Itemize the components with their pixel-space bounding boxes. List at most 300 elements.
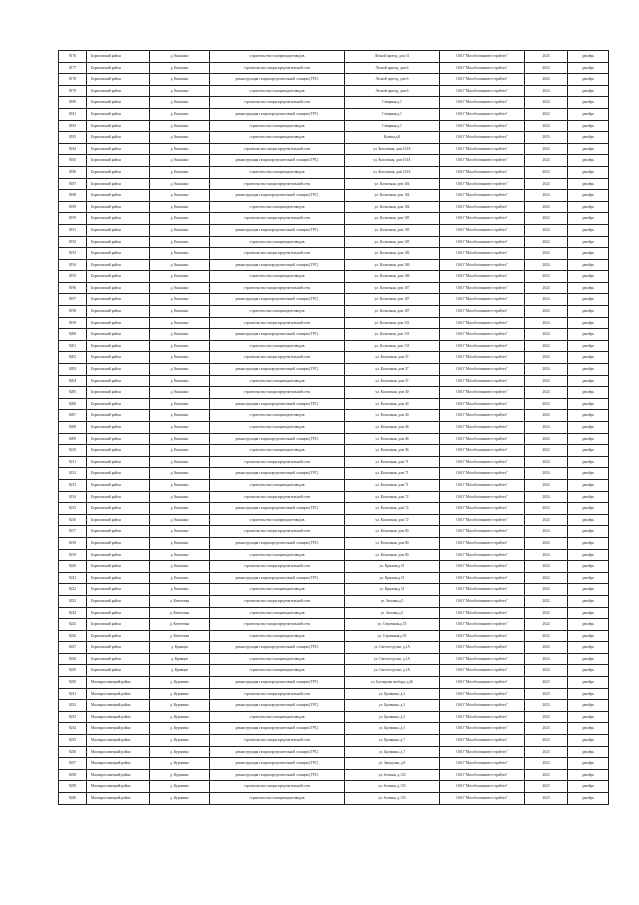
district-cell: Борисовский район	[87, 74, 150, 86]
village-cell: д. Кошкино	[150, 503, 210, 515]
district-cell: Борисовский район	[87, 294, 150, 306]
work-type-cell: реконструкция газораспределительной станции (ГРС)	[210, 746, 345, 758]
work-type-cell: строительство газопроводов-вводов	[210, 340, 345, 352]
address-cell: ул. Красная,д.51	[345, 584, 440, 596]
work-type-cell: строительство газораспределительной сети	[210, 97, 345, 109]
year-cell: 2024	[525, 561, 568, 573]
table-row	[59, 630, 609, 642]
organization-cell: ОАО "Мособлгазинвестстройтех"	[440, 758, 525, 770]
address-cell: ул. Колхозная, дом 107	[345, 294, 440, 306]
work-type-cell: строительство газораспределительной сети	[210, 213, 345, 225]
row-number: 8191	[59, 224, 87, 236]
work-type-cell: строительство газопроводов-вводов	[210, 665, 345, 677]
district-cell: Борисовский район	[87, 340, 150, 352]
row-number: 8201	[59, 340, 87, 352]
row-number: 8217	[59, 526, 87, 538]
table-row	[59, 120, 609, 132]
work-type-cell: реконструкция газораспределительной станции (ГРС)	[210, 329, 345, 341]
row-number: 8228	[59, 653, 87, 665]
row-number: 8218	[59, 537, 87, 549]
organization-cell: ОАО "Мособлгазинвестстройтех"	[440, 166, 525, 178]
village-cell: д. Кошкино	[150, 364, 210, 376]
work-type-cell: реконструкция газораспределительной станции (ГРС)	[210, 108, 345, 120]
organization-cell: ОАО "Мособлгазинвестстройтех"	[440, 688, 525, 700]
organization-cell: ОАО "Мособлгазинвестстройтех"	[440, 711, 525, 723]
row-number: 8182	[59, 120, 87, 132]
month-cell: декабрь	[568, 224, 609, 236]
row-number: 8198	[59, 306, 87, 318]
year-cell: 2024	[525, 155, 568, 167]
year-cell: 2022	[525, 630, 568, 642]
district-cell: Борисовский район	[87, 282, 150, 294]
organization-cell: ОАО "Мособлгазинвестстройтех"	[440, 398, 525, 410]
address-cell: ул. Колхозная, дом 104	[345, 190, 440, 202]
organization-cell: ОАО "Мособлгазинвестстройтех"	[440, 120, 525, 132]
month-cell: декабрь	[568, 120, 609, 132]
organization-cell: ОАО "Мособлгазинвестстройтех"	[440, 781, 525, 793]
row-number: 8184	[59, 143, 87, 155]
address-cell: ул. Бровкина, д.3	[345, 711, 440, 723]
work-type-cell: строительство газораспределительной сети	[210, 561, 345, 573]
row-number: 8226	[59, 630, 87, 642]
month-cell: декабрь	[568, 642, 609, 654]
year-cell: 2024	[525, 329, 568, 341]
district-cell: Борисовский район	[87, 352, 150, 364]
work-type-cell: строительство газопроводов-вводов	[210, 514, 345, 526]
row-number: 8181	[59, 108, 87, 120]
month-cell: декабрь	[568, 97, 609, 109]
year-cell: 2024	[525, 294, 568, 306]
work-type-cell: строительство газораспределительной сети	[210, 178, 345, 190]
organization-cell: ОАО "Мособлгазинвестстройтех"	[440, 456, 525, 468]
work-type-cell: строительство газопроводов-вводов	[210, 51, 345, 63]
work-type-cell: реконструкция газораспределительной станции (ГРС)	[210, 769, 345, 781]
village-cell: д. Кошкино	[150, 62, 210, 74]
month-cell: декабрь	[568, 630, 609, 642]
organization-cell: ОАО "Мособлгазинвестстройтех"	[440, 503, 525, 515]
village-cell: д. Кошкино	[150, 248, 210, 260]
row-number: 8234	[59, 723, 87, 735]
district-cell: Борисовский район	[87, 306, 150, 318]
village-cell: д. Куровино	[150, 735, 210, 747]
village-cell: д. Кошкино	[150, 479, 210, 491]
year-cell: 2024	[525, 201, 568, 213]
address-cell: ул. Колхозная, дом 72	[345, 491, 440, 503]
address-cell: ул. Зеленая,д.5	[345, 607, 440, 619]
table-row	[59, 642, 609, 654]
district-cell: Борисовский район	[87, 537, 150, 549]
row-number: 8210	[59, 445, 87, 457]
district-cell: Борисовский район	[87, 97, 150, 109]
row-number: 8183	[59, 132, 87, 144]
row-number: 8238	[59, 769, 87, 781]
organization-cell: ОАО "Мособлгазинвестстройтех"	[440, 236, 525, 248]
year-cell: 2024	[525, 190, 568, 202]
address-cell: Лесной проезд, дом 6	[345, 74, 440, 86]
year-cell: 2024	[525, 526, 568, 538]
address-cell: Северная,д.1	[345, 120, 440, 132]
village-cell: д. Кошкино	[150, 190, 210, 202]
organization-cell: ОАО "Мособлгазинвестстройтех"	[440, 433, 525, 445]
district-cell: Борисовский район	[87, 630, 150, 642]
month-cell: декабрь	[568, 746, 609, 758]
organization-cell: ОАО "Мособлгазинвестстройтех"	[440, 364, 525, 376]
year-cell: 2024	[525, 445, 568, 457]
district-cell: Борисовский район	[87, 317, 150, 329]
district-cell: Борисовский район	[87, 410, 150, 422]
month-cell: декабрь	[568, 132, 609, 144]
table-row	[59, 503, 609, 515]
village-cell: д. Кривцов	[150, 653, 210, 665]
organization-cell: ОАО "Мособлгазинвестстройтех"	[440, 51, 525, 63]
table-row	[59, 793, 609, 805]
work-type-cell: строительство газораспределительной сети	[210, 62, 345, 74]
village-cell: д. Куровино	[150, 723, 210, 735]
district-cell: Борисовский район	[87, 120, 150, 132]
address-cell: Северная,д.1	[345, 108, 440, 120]
organization-cell: ОАО "Мособлгазинвестстройтех"	[440, 352, 525, 364]
row-number: 8179	[59, 85, 87, 97]
year-cell: 2024	[525, 642, 568, 654]
organization-cell: ОАО "Мособлгазинвестстройтех"	[440, 97, 525, 109]
table-row	[59, 155, 609, 167]
month-cell: декабрь	[568, 677, 609, 689]
address-cell: ул. Колхозная, дом 80	[345, 549, 440, 561]
month-cell: декабрь	[568, 201, 609, 213]
table-row	[59, 398, 609, 410]
month-cell: декабрь	[568, 549, 609, 561]
organization-cell: ОАО "Мособлгазинвестстройтех"	[440, 190, 525, 202]
row-number: 8209	[59, 433, 87, 445]
table-row	[59, 700, 609, 712]
work-type-cell: строительство газопроводов-вводов	[210, 711, 345, 723]
work-type-cell: строительство газораспределительной сети	[210, 619, 345, 631]
year-cell: 2024	[525, 248, 568, 260]
village-cell: д. Кошкино	[150, 108, 210, 120]
month-cell: декабрь	[568, 769, 609, 781]
district-cell: Малоярославецкий район	[87, 758, 150, 770]
address-cell: ул. Серпенная,д.55	[345, 630, 440, 642]
work-type-cell: строительство газопроводов-вводов	[210, 236, 345, 248]
work-type-cell: строительство газопроводов-вводов	[210, 410, 345, 422]
year-cell: 2023	[525, 746, 568, 758]
row-number: 8187	[59, 178, 87, 190]
address-cell: Лесной проезд, дом 6	[345, 85, 440, 97]
table-row	[59, 294, 609, 306]
work-type-cell: строительство газопроводов-вводов	[210, 793, 345, 805]
year-cell: 2024	[525, 503, 568, 515]
village-cell: д. Куровино	[150, 746, 210, 758]
village-cell: д. Кошкино	[150, 143, 210, 155]
table-row	[59, 456, 609, 468]
table-row	[59, 271, 609, 283]
village-cell: д. Кочетовка	[150, 607, 210, 619]
work-type-cell: реконструкция газораспределительной станции (ГРС)	[210, 642, 345, 654]
address-cell: ул. Красная,д.51	[345, 561, 440, 573]
table-row	[59, 317, 609, 329]
month-cell: декабрь	[568, 653, 609, 665]
year-cell: 2024	[525, 549, 568, 561]
table-row	[59, 537, 609, 549]
organization-cell: ОАО "Мособлгазинвестстройтех"	[440, 642, 525, 654]
address-cell: Северная,д.1	[345, 97, 440, 109]
table-row	[59, 735, 609, 747]
organization-cell: ОАО "Мособлгазинвестстройтех"	[440, 306, 525, 318]
district-cell: Борисовский район	[87, 190, 150, 202]
table-row	[59, 595, 609, 607]
row-number: 8212	[59, 468, 87, 480]
table-row	[59, 653, 609, 665]
address-cell: ул. Колхозная, дом 104	[345, 178, 440, 190]
village-cell: д. Куровино	[150, 781, 210, 793]
district-cell: Борисовский район	[87, 584, 150, 596]
work-type-cell: строительство газораспределительной сети	[210, 317, 345, 329]
village-cell: д. Кривцов	[150, 642, 210, 654]
work-type-cell: реконструкция газораспределительной станции (ГРС)	[210, 537, 345, 549]
organization-cell: ОАО "Мособлгазинвестстройтех"	[440, 723, 525, 735]
year-cell: 2024	[525, 259, 568, 271]
year-cell: 2023	[525, 758, 568, 770]
district-cell: Борисовский район	[87, 213, 150, 225]
organization-cell: ОАО "Мособлгазинвестстройтех"	[440, 561, 525, 573]
organization-cell: ОАО "Мособлгазинвестстройтех"	[440, 468, 525, 480]
organization-cell: ОАО "Мособлгазинвестстройтех"	[440, 340, 525, 352]
year-cell: 2024	[525, 224, 568, 236]
row-number: 8211	[59, 456, 87, 468]
work-type-cell: реконструкция газораспределительной станции (ГРС)	[210, 700, 345, 712]
month-cell: декабрь	[568, 781, 609, 793]
year-cell: 2024	[525, 317, 568, 329]
table-row	[59, 236, 609, 248]
organization-cell: ОАО "Мособлгазинвестстройтех"	[440, 665, 525, 677]
work-type-cell: строительство газораспределительной сети	[210, 248, 345, 260]
table-row	[59, 665, 609, 677]
work-type-cell: строительство газопроводов-вводов	[210, 306, 345, 318]
address-cell: ул. Светлое ручье, д.1А	[345, 653, 440, 665]
address-cell: ул. Колхозная, дом 131	[345, 340, 440, 352]
organization-cell: ОАО "Мособлгазинвестстройтех"	[440, 282, 525, 294]
year-cell: 2024	[525, 422, 568, 434]
table-row	[59, 526, 609, 538]
village-cell: д. Кошкино	[150, 306, 210, 318]
organization-cell: ОАО "Мособлгазинвестстройтех"	[440, 793, 525, 805]
address-cell: ул. Колхозная, дом 107	[345, 306, 440, 318]
work-type-cell: строительство газораспределительной сети	[210, 491, 345, 503]
table-row	[59, 688, 609, 700]
table-row	[59, 224, 609, 236]
organization-cell: ОАО "Мособлгазинвестстройтех"	[440, 155, 525, 167]
row-number: 8219	[59, 549, 87, 561]
address-cell: ул. Колхозная, дом 105	[345, 224, 440, 236]
district-cell: Борисовский район	[87, 51, 150, 63]
year-cell: 2024	[525, 166, 568, 178]
district-cell: Борисовский район	[87, 155, 150, 167]
work-type-cell: строительство газораспределительной сети	[210, 595, 345, 607]
address-cell: ул. Красная,д.51	[345, 572, 440, 584]
table-row	[59, 445, 609, 457]
month-cell: декабрь	[568, 445, 609, 457]
village-cell: д. Куровино	[150, 769, 210, 781]
organization-cell: ОАО "Мособлгазинвестстройтех"	[440, 700, 525, 712]
village-cell: д. Кошкино	[150, 178, 210, 190]
month-cell: декабрь	[568, 213, 609, 225]
year-cell: 2023	[525, 688, 568, 700]
row-number: 8205	[59, 387, 87, 399]
year-cell: 2024	[525, 479, 568, 491]
village-cell: д. Куровино	[150, 688, 210, 700]
month-cell: декабрь	[568, 479, 609, 491]
district-cell: Малоярославецкий район	[87, 688, 150, 700]
month-cell: декабрь	[568, 387, 609, 399]
district-cell: Борисовский район	[87, 595, 150, 607]
work-type-cell: реконструкция газораспределительной станции (ГРС)	[210, 398, 345, 410]
village-cell: д. Кошкино	[150, 201, 210, 213]
row-number: 8186	[59, 166, 87, 178]
work-type-cell: строительство газопроводов-вводов	[210, 120, 345, 132]
table-row	[59, 387, 609, 399]
address-cell: ул. Бровкина, д.7	[345, 746, 440, 758]
month-cell: декабрь	[568, 306, 609, 318]
year-cell: 2023	[525, 711, 568, 723]
year-cell: 2025	[525, 51, 568, 63]
month-cell: декабрь	[568, 491, 609, 503]
year-cell: 2024	[525, 398, 568, 410]
organization-cell: ОАО "Мособлгазинвестстройтех"	[440, 143, 525, 155]
month-cell: декабрь	[568, 51, 609, 63]
row-number: 8213	[59, 479, 87, 491]
work-type-cell: строительство газораспределительной сети	[210, 526, 345, 538]
village-cell: д. Кошкино	[150, 572, 210, 584]
district-cell: Борисовский район	[87, 422, 150, 434]
year-cell: 2024	[525, 143, 568, 155]
month-cell: декабрь	[568, 561, 609, 573]
month-cell: декабрь	[568, 503, 609, 515]
work-type-cell: реконструкция газораспределительной станции (ГРС)	[210, 758, 345, 770]
village-cell: д. Кочетовка	[150, 619, 210, 631]
row-number: 8208	[59, 422, 87, 434]
village-cell: д. Кошкино	[150, 51, 210, 63]
village-cell: д. Кошкино	[150, 329, 210, 341]
district-cell: Малоярославецкий район	[87, 723, 150, 735]
month-cell: декабрь	[568, 398, 609, 410]
year-cell: 2024	[525, 282, 568, 294]
row-number: 8193	[59, 248, 87, 260]
district-cell: Борисовский район	[87, 526, 150, 538]
organization-cell: ОАО "Мособлгазинвестстройтех"	[440, 294, 525, 306]
row-number: 8189	[59, 201, 87, 213]
village-cell: д. Кошкино	[150, 398, 210, 410]
district-cell: Борисовский район	[87, 166, 150, 178]
year-cell: 2024	[525, 514, 568, 526]
district-cell: Борисовский район	[87, 572, 150, 584]
district-cell: Борисовский район	[87, 62, 150, 74]
year-cell: 2023	[525, 723, 568, 735]
month-cell: декабрь	[568, 665, 609, 677]
district-cell: Борисовский район	[87, 387, 150, 399]
village-cell: д. Кошкино	[150, 317, 210, 329]
village-cell: д. Кривцов	[150, 665, 210, 677]
month-cell: декабрь	[568, 364, 609, 376]
row-number: 8185	[59, 155, 87, 167]
village-cell: д. Кошкино	[150, 155, 210, 167]
year-cell: 2024	[525, 85, 568, 97]
district-cell: Борисовский район	[87, 329, 150, 341]
work-type-cell: реконструкция газораспределительной станции (ГРС)	[210, 190, 345, 202]
year-cell: 2024	[525, 306, 568, 318]
year-cell: 2024	[525, 387, 568, 399]
month-cell: декабрь	[568, 155, 609, 167]
district-cell: Малоярославецкий район	[87, 793, 150, 805]
year-cell: 2022	[525, 619, 568, 631]
table-row	[59, 572, 609, 584]
table-row	[59, 549, 609, 561]
address-cell: ул. Бахтирова свобода, д.26	[345, 677, 440, 689]
village-cell: д. Кошкино	[150, 584, 210, 596]
address-cell: ул. Колхозная, дом 40	[345, 410, 440, 422]
organization-cell: ОАО "Мособлгазинвестстройтех"	[440, 410, 525, 422]
table-row	[59, 410, 609, 422]
work-type-cell: строительство газораспределительной сети	[210, 143, 345, 155]
village-cell: д. Кошкино	[150, 236, 210, 248]
work-type-cell: реконструкция газораспределительной станции (ГРС)	[210, 364, 345, 376]
row-number: 8233	[59, 711, 87, 723]
village-cell: д. Кошкино	[150, 468, 210, 480]
gasification-schedule-table	[58, 50, 609, 805]
work-type-cell: реконструкция газораспределительной станции (ГРС)	[210, 572, 345, 584]
work-type-cell: строительство газораспределительной сети	[210, 781, 345, 793]
address-cell: ул. Колхозная, дом 71	[345, 468, 440, 480]
month-cell: декабрь	[568, 352, 609, 364]
address-cell: ул. Бровкина, д.5	[345, 723, 440, 735]
table-row	[59, 514, 609, 526]
table-row	[59, 561, 609, 573]
work-type-cell: реконструкция газораспределительной станции (ГРС)	[210, 677, 345, 689]
address-cell: ул. Колхозная, дом 101А	[345, 166, 440, 178]
address-cell: ул. Зеленая, д.133	[345, 769, 440, 781]
year-cell: 2024	[525, 537, 568, 549]
village-cell: д. Кошкино	[150, 456, 210, 468]
organization-cell: ОАО "Мособлгазинвестстройтех"	[440, 422, 525, 434]
organization-cell: ОАО "Мособлгазинвестстройтех"	[440, 317, 525, 329]
village-cell: д. Куровино	[150, 758, 210, 770]
village-cell: д. Куровино	[150, 711, 210, 723]
organization-cell: ОАО "Мособлгазинвестстройтех"	[440, 132, 525, 144]
row-number: 8216	[59, 514, 87, 526]
month-cell: декабрь	[568, 723, 609, 735]
address-cell: ул. Колхозная, дом 40	[345, 387, 440, 399]
address-cell: ул. Колхозная, дом 106	[345, 271, 440, 283]
month-cell: декабрь	[568, 375, 609, 387]
table-row	[59, 178, 609, 190]
row-number: 8230	[59, 677, 87, 689]
district-cell: Борисовский район	[87, 178, 150, 190]
table-row	[59, 746, 609, 758]
row-number: 8235	[59, 735, 87, 747]
table-row	[59, 781, 609, 793]
year-cell: 2024	[525, 213, 568, 225]
month-cell: декабрь	[568, 340, 609, 352]
village-cell: д. Кошкино	[150, 491, 210, 503]
month-cell: декабрь	[568, 282, 609, 294]
village-cell: д. Кошкино	[150, 259, 210, 271]
village-cell: д. Кошкино	[150, 422, 210, 434]
month-cell: декабрь	[568, 62, 609, 74]
row-number: 8200	[59, 329, 87, 341]
row-number: 8176	[59, 51, 87, 63]
month-cell: декабрь	[568, 700, 609, 712]
district-cell: Борисовский район	[87, 503, 150, 515]
table-row	[59, 364, 609, 376]
